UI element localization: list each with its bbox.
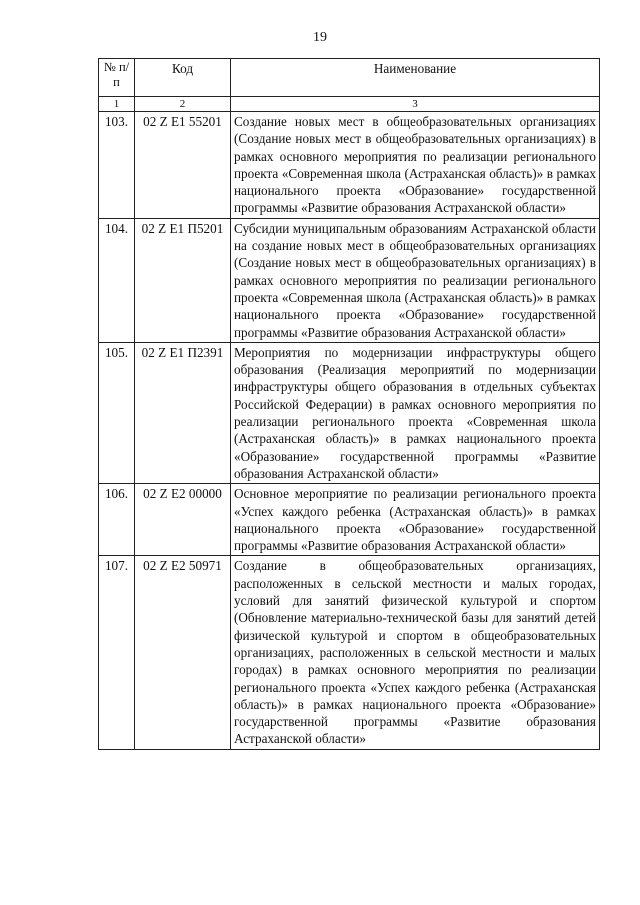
table-header-row: [99, 59, 600, 97]
table-row: [99, 218, 600, 342]
header-code: Код: [135, 59, 231, 97]
table-row: [99, 342, 600, 483]
column-number: 2: [135, 97, 231, 112]
row-code: 02 Z E2 00000: [135, 484, 231, 556]
header-num: № п/п: [99, 59, 135, 97]
row-name: Субсидии муниципальным образованиям Астраханской области на создание новых мест в общеобразовательных организациях (Создание новых мест в общеобразовательных организациях) в рамках основного мероприятия по реализации регионального проекта «Современная школа (Астраханская область)» в рамках национального проекта «Образование» государственной программы «Развитие образования Астраханской области»: [231, 218, 600, 342]
row-number: 105.: [99, 342, 135, 483]
row-number: 104.: [99, 218, 135, 342]
row-name: Создание в общеобразовательных организациях, расположенных в сельской местности и малых городах, условий для занятий физической культурой и спортом (Обновление материально-технической базы для занятий детей физической культурой и спортом в общеобразовательных организациях, расположенных в сельской местности и малых городах) в рамках основного мероприятия по реализации регионального проекта «Успех каждого ребенка (Астраханская область)» в рамках национального проекта «Образование» государственной программы «Развитие образования Астраханской области»: [231, 556, 600, 749]
table-row: [99, 112, 600, 219]
row-number: 103.: [99, 112, 135, 219]
row-number: 106.: [99, 484, 135, 556]
column-number: 3: [231, 97, 600, 112]
header-name: Наименование: [231, 59, 600, 97]
row-name: Мероприятия по модернизации инфраструктуры общего образования (Реализация мероприятий по модернизации инфраструктуры общего образования в отдельных субъектах Российской Федерации) в рамках основного мероприятия по реализации регионального проекта «Современная школа (Астраханская область)» в рамках национального проекта «Образование» государственной программы «Развитие образования Астраханской области»: [231, 342, 600, 483]
row-code: 02 Z E1 55201: [135, 112, 231, 219]
column-number: 1: [99, 97, 135, 112]
table-row: [99, 484, 600, 556]
budget-code-table: [98, 58, 600, 750]
row-name: Основное мероприятие по реализации регионального проекта «Успех каждого ребенка (Астраханская область)» в рамках национального проекта «Образование» государственной программы «Развитие образования Астраханской области»: [231, 484, 600, 556]
column-number-row: [99, 97, 600, 112]
table-row: [99, 556, 600, 749]
row-code: 02 Z E1 П2391: [135, 342, 231, 483]
row-code: 02 Z E1 П5201: [135, 218, 231, 342]
row-code: 02 Z E2 50971: [135, 556, 231, 749]
row-name: Создание новых мест в общеобразовательных организациях (Создание новых мест в общеобразовательных организациях) в рамках основного мероприятия по реализации регионального проекта «Современная школа (Астраханская область)» в рамках национального проекта «Образование» государственной программы «Развитие образования Астраханской области»: [231, 112, 600, 219]
row-number: 107.: [99, 556, 135, 749]
page-number: 19: [313, 30, 327, 45]
